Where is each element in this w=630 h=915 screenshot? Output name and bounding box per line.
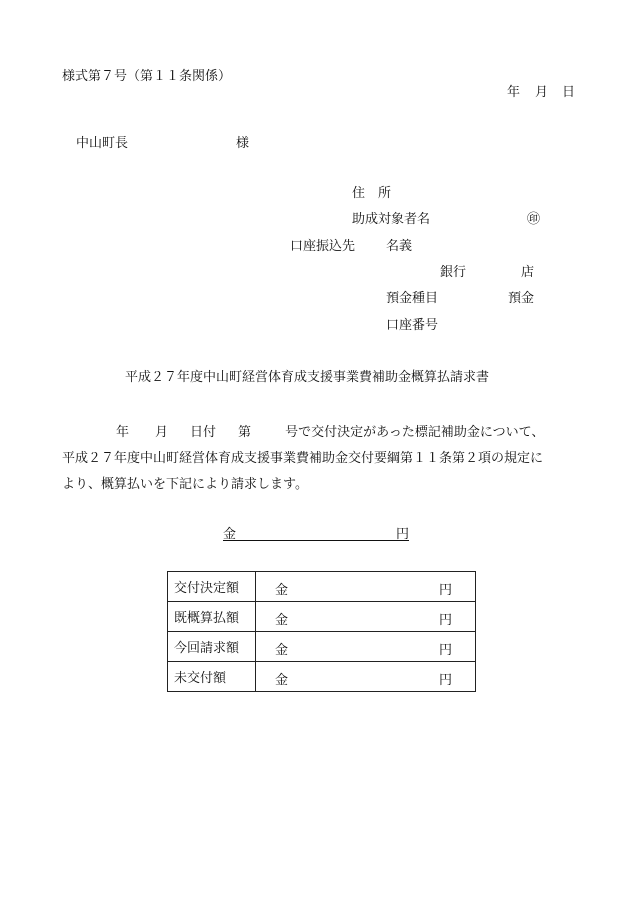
- body-year: 年: [116, 425, 130, 440]
- amount-prefix: 金: [223, 527, 237, 542]
- table-row: [168, 632, 476, 662]
- row-suffix: 円: [439, 583, 453, 598]
- deposit-suffix: 預金: [508, 291, 535, 306]
- body-line2: 平成２７年度中山町経営体育成支援事業費補助金交付要綱第１１条第２項の規定に: [62, 451, 544, 466]
- row-value: [256, 602, 476, 632]
- account-number-label: 口座番号: [386, 318, 439, 333]
- row-value: [256, 632, 476, 662]
- branch-label: 店: [521, 265, 535, 280]
- row-label: 今回請求額: [168, 632, 256, 662]
- row-value: [256, 662, 476, 692]
- address-label: 住 所: [352, 186, 392, 201]
- date-year: 年: [507, 85, 521, 100]
- row-label: 既概算払額: [168, 602, 256, 632]
- account-header: 口座振込先: [290, 239, 356, 254]
- body-dai: 第: [238, 425, 252, 440]
- body-dated: 日付: [190, 425, 217, 440]
- table-row: [168, 662, 476, 692]
- body-line3: より、概算払いを下記により請求します。: [62, 477, 308, 492]
- row-suffix: 円: [439, 673, 453, 688]
- row-suffix: 円: [439, 643, 453, 658]
- deposit-type-label: 預金種目: [386, 291, 439, 306]
- row-label: 交付決定額: [168, 572, 256, 602]
- bank-label: 銀行: [440, 265, 467, 280]
- body-paragraph: [62, 420, 582, 498]
- form-number: 様式第７号（第１１条関係）: [62, 69, 232, 84]
- table-row: [168, 572, 476, 602]
- row-prefix: 金: [275, 673, 289, 688]
- body-month: 月: [155, 425, 169, 440]
- table-row: [168, 602, 476, 632]
- document-title: 平成２７年度中山町経営体育成支援事業費補助金概算払請求書: [125, 370, 490, 385]
- row-prefix: 金: [275, 583, 289, 598]
- row-prefix: 金: [275, 643, 289, 658]
- row-label: 未交付額: [168, 662, 256, 692]
- summary-table: [167, 571, 476, 692]
- seal-mark: ㊞: [527, 212, 541, 227]
- amount-line: [223, 523, 409, 541]
- row-suffix: 円: [439, 613, 453, 628]
- row-value: [256, 572, 476, 602]
- addressee-honorific: 様: [236, 136, 250, 151]
- applicant-name-label: 助成対象者名: [352, 212, 431, 227]
- body-line1-rest: 号で交付決定があった標記補助金について、: [285, 425, 545, 440]
- row-prefix: 金: [275, 613, 289, 628]
- account-holder-label: 名義: [386, 239, 413, 254]
- addressee-name: 中山町長: [76, 136, 129, 151]
- amount-suffix: 円: [395, 527, 409, 542]
- date-day: 日: [562, 85, 576, 100]
- date-month: 月: [535, 85, 549, 100]
